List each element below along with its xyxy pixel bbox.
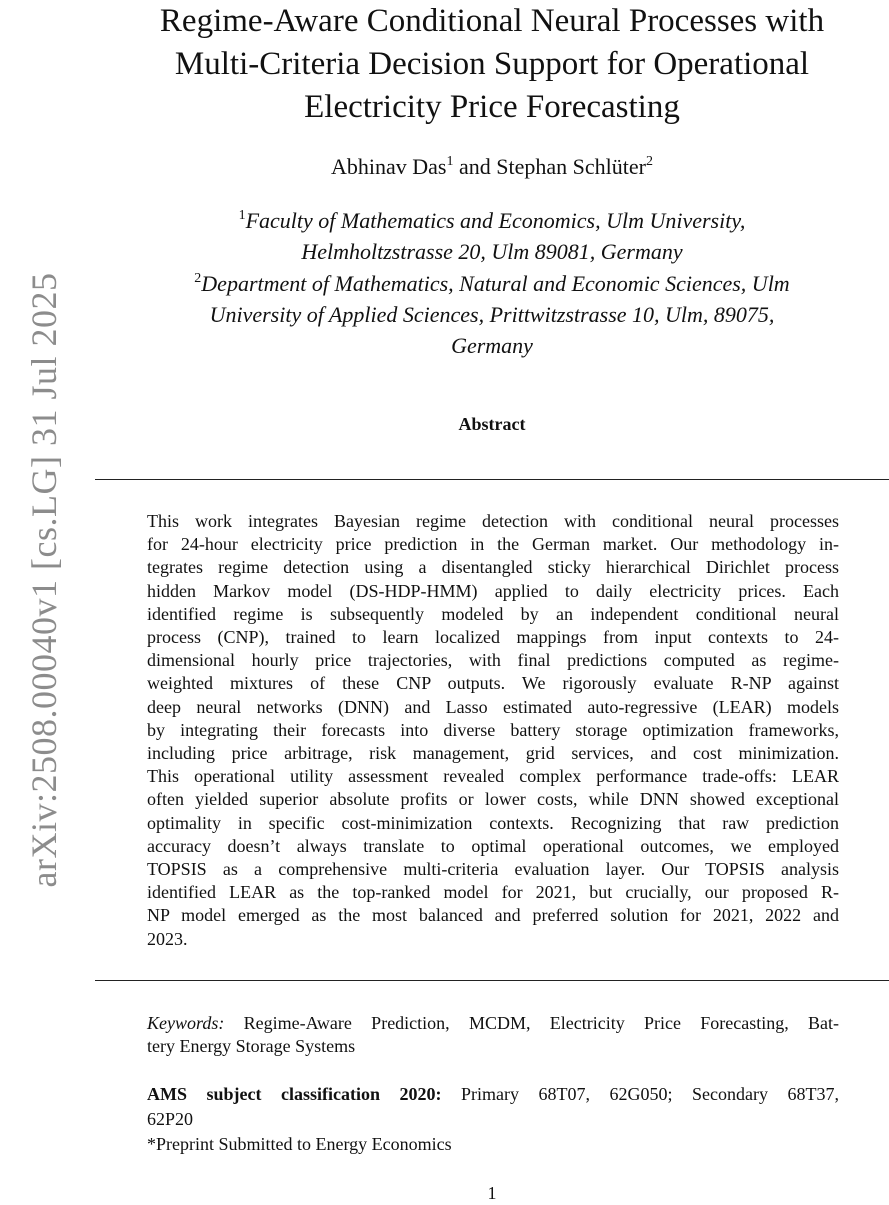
title-line: Multi-Criteria Decision Support for Operational (174, 46, 810, 82)
abstract-line: by integrating their forecasts into diverse battery storage optimization frameworks, (147, 719, 839, 740)
affiliation-line (95, 205, 889, 236)
abstract-line: identified regime is subsequently modeled by an independent conditional neural (147, 603, 839, 624)
abstract-line: process (CNP), trained to learn localized mappings from input contexts to 24- (147, 627, 839, 648)
abstract-line: dimensional hourly price trajectories, with final predictions computed as regime- (147, 650, 839, 671)
author-connector: and (453, 154, 497, 179)
keywords-line (147, 1012, 839, 1035)
affiliation-1 (95, 205, 889, 267)
author-list (95, 152, 889, 182)
affiliation-line: Helmholtzstrasse 20, Ulm 89081, Germany (301, 239, 683, 264)
affiliation-line (95, 268, 889, 299)
abstract-line: often yielded superior absolute profits or lower costs, while DNN showed exceptional (147, 789, 839, 810)
abstract-line: TOPSIS as a comprehensive multi-criteria evaluation layer. Our TOPSIS analysis (147, 859, 839, 880)
affiliation-mark: 2 (194, 271, 202, 286)
page-number: 1 (487, 1183, 497, 1203)
affiliation-line: Germany (451, 333, 533, 358)
abstract-body (147, 510, 839, 951)
abstract-line: deep neural networks (DNN) and Lasso estimated auto-regressive (LEAR) models (147, 696, 839, 717)
abstract-line: hidden Markov model (DS-HDP-HMM) applied to daily electricity prices. Each (147, 580, 839, 601)
affiliation-text: Faculty of Mathematics and Economics, Ulm University, (245, 208, 746, 233)
ams-text: Primary 68T07, 62G050; Secondary 68T37, (441, 1084, 840, 1104)
abstract-bottom-rule (95, 980, 889, 981)
abstract-line: accuracy doesn’t always translate to optimal operational outcomes, we employed (147, 835, 839, 856)
affiliation-2 (95, 268, 889, 361)
abstract-line: This work integrates Bayesian regime detection with conditional neural processes (147, 511, 839, 531)
ams-label: AMS subject classification 2020: (147, 1084, 442, 1104)
ams-line (147, 1082, 839, 1107)
affiliation-mark: 1 (446, 154, 454, 169)
affiliation-mark: 2 (645, 154, 653, 169)
ams-classification-block (147, 1082, 839, 1157)
title-line: Electricity Price Forecasting (304, 89, 680, 125)
abstract-line: NP model emerged as the most balanced and preferred solution for 2021, 2022 and (147, 905, 839, 926)
keywords-block (147, 1012, 839, 1058)
author-name: Stephan Schlüter (496, 154, 646, 179)
affiliation-text: Department of Mathematics, Natural and Economic Sciences, Ulm (201, 271, 790, 296)
paper-title (95, 0, 889, 129)
abstract-heading: Abstract (458, 414, 526, 434)
affiliation-line: University of Applied Sciences, Prittwitzstrasse 10, Ulm, 89075, (209, 302, 775, 327)
title-line: Regime-Aware Conditional Neural Processes with (159, 3, 825, 39)
preprint-note: *Preprint Submitted to Energy Economics (147, 1134, 452, 1154)
abstract-line: identified LEAR as the top-ranked model for 2021, but crucially, our proposed R- (147, 882, 839, 903)
arxiv-identifier-stamp: arXiv:2508.00040v1 [cs.LG] 31 Jul 2025 (24, 272, 64, 888)
abstract-line: optimality in specific cost-minimization contexts. Recognizing that raw prediction (147, 812, 839, 833)
abstract-line: for 24-hour electricity price prediction in the German market. Our methodology in- (147, 534, 839, 555)
affiliation-mark: 1 (238, 208, 246, 223)
abstract-top-rule (95, 479, 889, 480)
abstract-line: including price arbitrage, risk management, grid services, and cost minimization. (147, 743, 839, 764)
keywords-text: Regime-Aware Prediction, MCDM, Electricity Price Forecasting, Bat- (224, 1013, 839, 1033)
abstract-line: This operational utility assessment revealed complex performance trade-offs: LEAR (147, 766, 839, 787)
abstract-line: 2023. (147, 928, 188, 949)
ams-line: 62P20 (147, 1109, 194, 1129)
abstract-line: tegrates regime detection using a disentangled sticky hierarchical Dirichlet process (147, 557, 839, 578)
keywords-label: Keywords: (147, 1013, 225, 1033)
keywords-line: tery Energy Storage Systems (147, 1036, 356, 1057)
author-name: Abhinav Das (331, 154, 447, 179)
abstract-line: weighted mixtures of these CNP outputs. We rigorously evaluate R-NP against (147, 673, 839, 694)
